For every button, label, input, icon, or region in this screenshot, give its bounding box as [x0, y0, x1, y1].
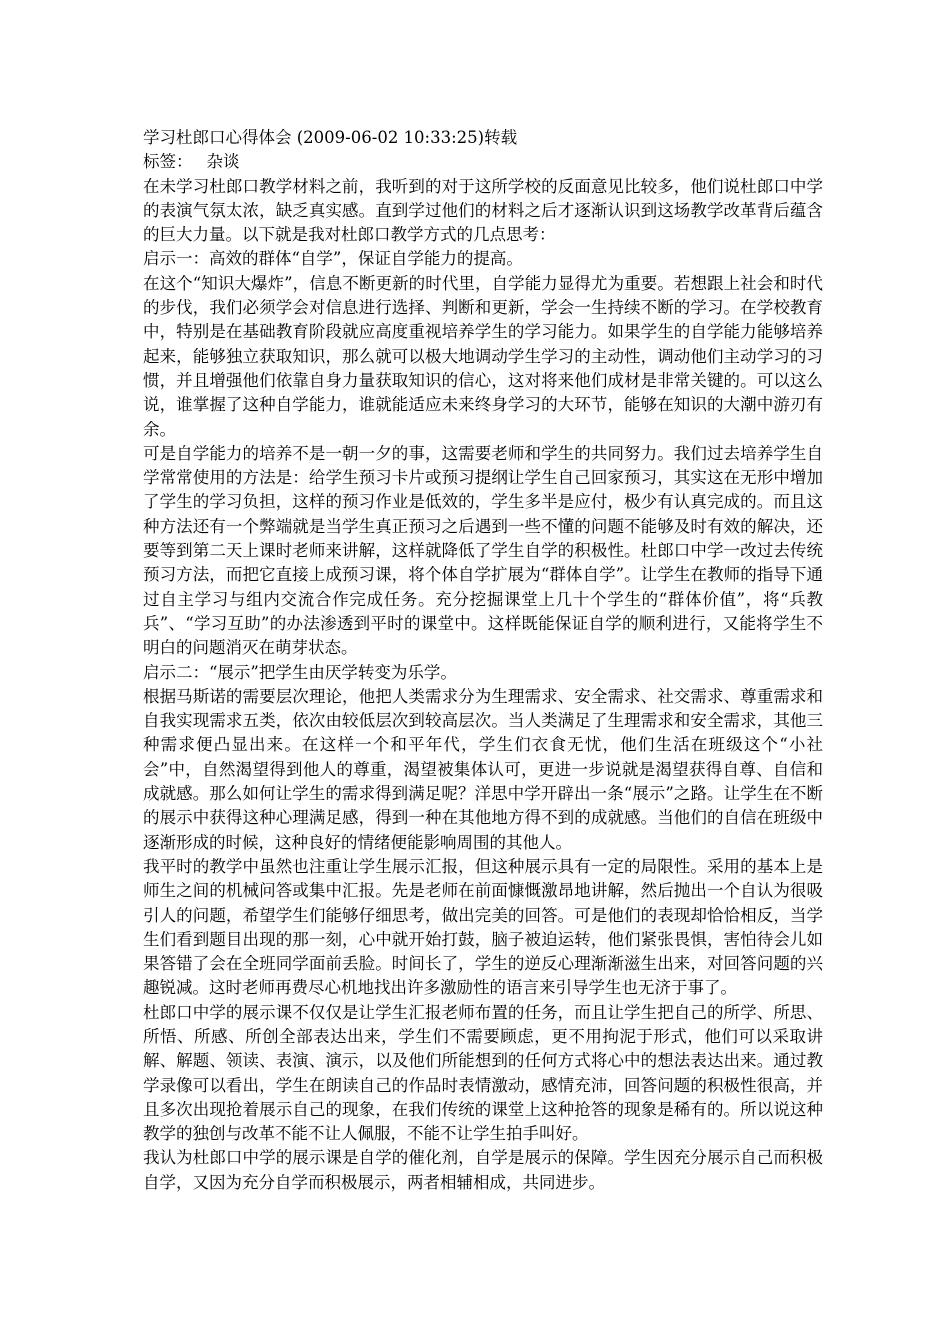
document-title: 学习杜郎口心得体会 (2009-06-02 10:33:25)转载 [143, 128, 518, 147]
tag-value: 杂谈 [206, 152, 240, 172]
heading-insight-one: 启示一：高效的群体“自学”，保证自学能力的提高。 [143, 249, 523, 269]
paragraph-intro: 在未学习杜郎口教学材料之前，我听到的对于这所学校的反面意见比较多，他们说杜郎口中学的表演气氛太浓，缺乏真实感。直到学过他们的材料之后才逐渐认识到这场教学改革背后蕴含的巨大力量。以下就是我对杜郎口教学方式的几点思考： [143, 176, 823, 245]
document-body [143, 126, 823, 1195]
paragraph-conclusion: 我认为杜郎口中学的展示课是自学的催化剂，自学是展示的保障。学生因充分展示自己而积极自学，又因为充分自学而积极展示，两者相辅相成，共同进步。 [143, 1148, 823, 1192]
paragraph-own-teaching: 我平时的教学中虽然也注重让学生展示汇报，但这种展示具有一定的局限性。采用的基本上是师生之间的机械问答或集中汇报。先是老师在前面慷慨激昂地讲解，然后抛出一个自认为很吸引人的问题，希望学生们能够仔细思考，做出完美的回答。可是他们的表现却恰恰相反，当学生们看到题目出现的那一刻，心中就开始打鼓，脑子被迫运转，他们紧张畏惧，害怕待会儿如果答错了会在全班同学面前丢脸。时间长了，学生的逆反心理渐渐滋生出来，对回答问题的兴趣锐减。这时老师再费尽心机地找出许多激励性的语言来引导学生也无济于事了。 [143, 856, 823, 998]
paragraph-self-study-importance: 在这个“知识大爆炸”，信息不断更新的时代里，自学能力显得尤为重要。若想跟上社会和时代的步伐，我们必须学会对信息进行选择、判断和更新，学会一生持续不断的学习。在学校教育中，特别是在基础教育阶段就应高度重视培养学生的学习能力。如果学生的自学能力能够培养起来，能够独立获取知识，那么就可以极大地调动学生学习的主动性，调动他们主动学习的习惯，并且增强他们依靠自身力量获取知识的信心，这对将来他们成材是非常关键的。可以这么说，谁掌握了这种自学能力，谁就能适应未来终身学习的大环节，能够在知识的大潮中游刃有余。 [143, 273, 823, 439]
tags-line [143, 150, 823, 174]
tags-label: 标签： [143, 152, 193, 172]
heading-insight-two: 启示二：“展示”把学生由厌学转变为乐学。 [143, 662, 457, 682]
paragraph-group-self-study: 可是自学能力的培养不是一朝一夕的事，这需要老师和学生的共同努力。我们过去培养学生自学常常使用的方法是：给学生预习卡片或预习提纲让学生自己回家预习，其实这在无形中增加了学生的学习负担，这样的预习作业是低效的，学生多半是应付，极少有认真完成的。而且这种方法还有一个弊端就是当学生真正预习之后遇到一些不懂的问题不能够及时有效的解决，还要等到第二天上课时老师来讲解，这样就降低了学生自学的积极性。杜郎口中学一改过去传统预习方法，而把它直接上成预习课，将个体自学扩展为“群体自学”。让学生在教师的指导下通过自主学习与组内交流合作完成任务。充分挖掘课堂上几十个学生的“群体价值”，将“兵教兵”、“学习互助”的办法渗透到平时的课堂中。这样既能保证自学的顺利进行，又能将学生不明白的问题消灭在萌芽状态。 [143, 443, 823, 658]
paragraph-duLangkou-showcase: 杜郎口中学的展示课不仅仅是让学生汇报老师布置的任务，而且让学生把自己的所学、所思、所悟、所感、所创全部表达出来，学生们不需要顾虑，更不用拘泥于形式，他们可以采取讲解、解题、领读、表演、演示，以及他们所能想到的任何方式将心中的想法表达出来。通过教学录像可以看出，学生在朗读自己的作品时表情激动，感情充沛，回答问题的积极性很高，并且多次出现抢着展示自己的现象，在我们传统的课堂上这种抢答的现象是稀有的。所以说这种教学的独创与改革不能不让人佩服，不能不让学生拍手叫好。 [143, 1002, 823, 1144]
paragraph-needs-theory: 根据马斯诺的需要层次理论，他把人类需求分为生理需求、安全需求、社交需求、尊重需求和自我实现需求五类，依次由较低层次到较高层次。当人类满足了生理需求和安全需求，其他三种需求便凸显出来。在这样一个和平年代，学生们衣食无忧，他们生活在班级这个“小社会”中，自然渴望得到他人的尊重，渴望被集体认可，更进一步说就是渴望获得自尊、自信和成就感。那么如何让学生的需求得到满足呢？洋思中学开辟出一条“展示”之路。让学生在不断的展示中获得这种心理满足感，得到一种在其他地方得不到的成就感。当他们的自信在班级中逐渐形成的时候，这种良好的情绪便能影响周围的其他人。 [143, 686, 823, 852]
